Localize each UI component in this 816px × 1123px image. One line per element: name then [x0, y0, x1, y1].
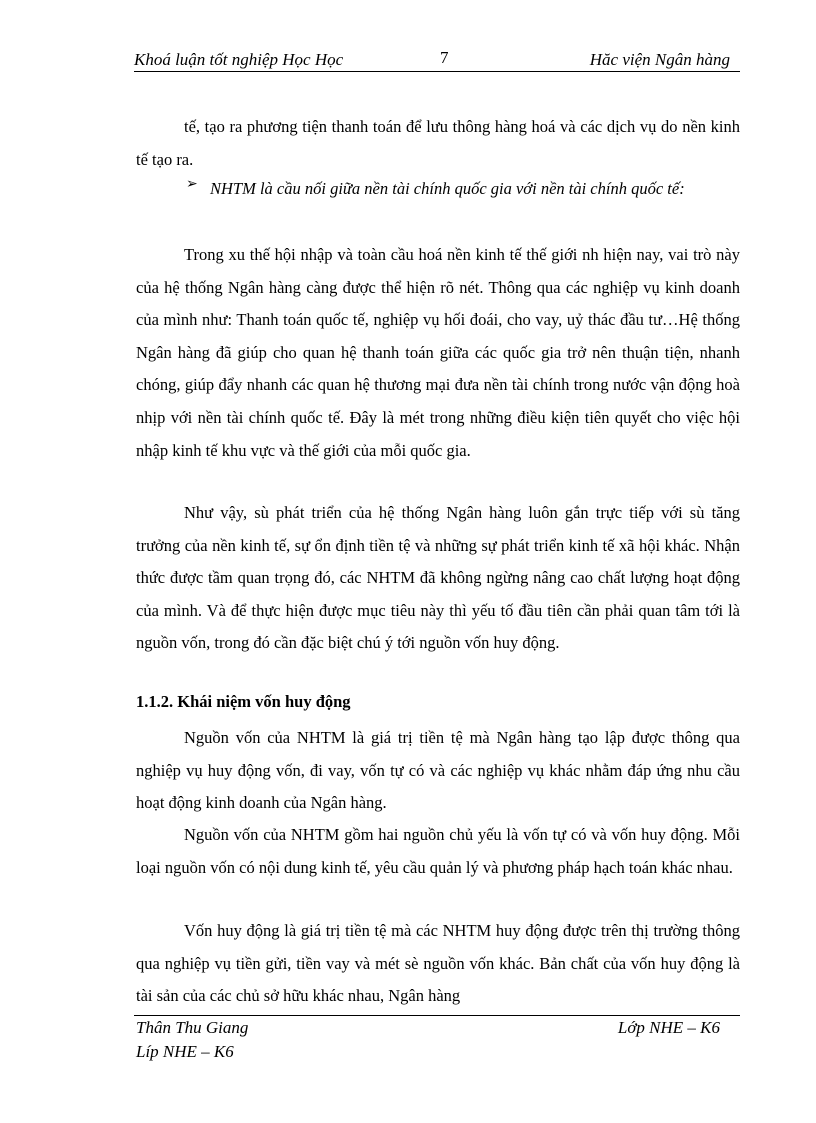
- bullet-arrow-icon: ➢: [186, 177, 198, 192]
- footer-author: Thân Thu Giang: [136, 1018, 249, 1037]
- page-footer: [134, 1016, 740, 1066]
- paragraph-mobilized-capital: Vốn huy động là giá trị tiền tệ mà các NHTM huy động được trên thị trường thông qua nghiệp vụ tiền gửi, tiền vay và mét sè nguồn vốn khác. Bản chất của vốn huy động là tài sản của các chủ sở hữu khác nhau, Ngân hàng: [136, 921, 740, 1006]
- page-header: [134, 46, 740, 72]
- footer-class-right: Lớp NHE – K6: [617, 1018, 720, 1037]
- page-number: 7: [440, 48, 449, 67]
- header-thesis-title: Khoá luận tốt nghiệp Học Học: [134, 50, 344, 69]
- paragraph-capital-sources: Nguồn vốn của NHTM gồm hai nguồn chủ yếu là vốn tự có và vốn huy động. Mỗi loại nguồn vốn có nội dung kinh tế, yêu cầu quản lý và phương pháp hạch toán khác nhau.: [136, 825, 740, 877]
- paragraph-development: Như vậy, sù phát triển của hệ thống Ngân hàng luôn gắn trực tiếp với sù tăng trưởng của nền kinh tế, sự ổn định tiền tệ và những sự phát triển kinh tế xã hội khác. Nhận thức được tầm quan trọng đó, các NHTM đã không ngừng nâng cao chất lượng hoạt động của mình. Và để thực hiện được mục tiêu này thì yếu tố đầu tiên cần phải quan tâm tới là nguồn vốn, trong đó cần đặc biệt chú ý tới nguồn vốn huy động.: [136, 503, 740, 653]
- header-divider: [134, 71, 740, 72]
- paragraph-integration: Trong xu thế hội nhập và toàn cầu hoá nền kinh tế thế giới nh hiện nay, vai trò này của hệ thống Ngân hàng càng được thể hiện rõ nét. Thông qua các nghiệp vụ kinh doanh của mình như: Thanh toán quốc tế, nghiệp vụ hối đoái, cho vay, uỷ thác đầu tư…Hệ thống Ngân hàng đã giúp cho quan hệ thanh toán giữa các quốc gia trở nên thuận tiện, nhanh chóng, giúp đẩy nhanh các quan hệ thương mại đưa nền tài chính trong nước vận động hoà nhịp với nền tài chính quốc tế. Đây là mét trong những điều kiện tiên quyết cho việc hội nhập kinh tế khu vực và thế giới của mỗi quốc gia.: [136, 245, 740, 460]
- bullet-item: NHTM là cầu nối giữa nền tài chính quốc gia với nền tài chính quốc tế:: [210, 179, 685, 198]
- paragraph-continuation: [136, 111, 740, 176]
- paragraph-continuation-text: tế, tạo ra phương tiện thanh toán để lưu thông hàng hoá và các dịch vụ do nền kinh tế tạo ra.: [136, 117, 740, 169]
- header-institution: Hăc viện Ngân hàng: [589, 50, 730, 69]
- footer-class-left: Líp NHE – K6: [136, 1042, 234, 1061]
- section-heading: 1.1.2. Khái niệm vốn huy động: [136, 692, 351, 711]
- paragraph-capital-definition: Nguồn vốn của NHTM là giá trị tiền tệ mà Ngân hàng tạo lập được thông qua nghiệp vụ huy động vốn, đi vay, vốn tự có và các nghiệp vụ khác nhằm đáp ứng nhu cầu hoạt động kinh doanh của Ngân hàng.: [136, 728, 740, 813]
